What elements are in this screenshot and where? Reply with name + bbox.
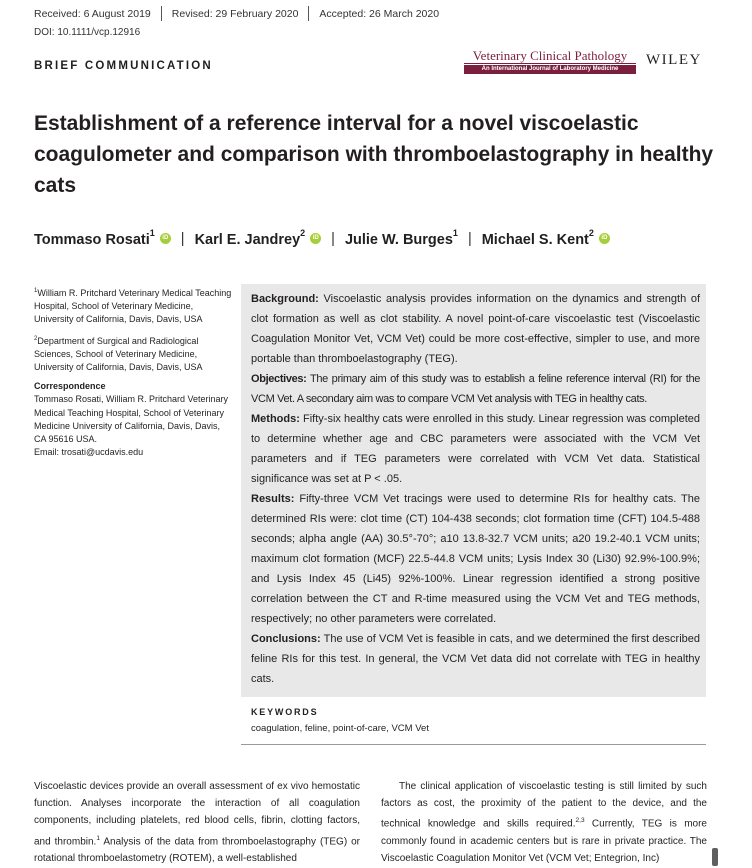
journal-subtitle: An International Journal of Laboratory Medicine: [464, 65, 636, 74]
revised-date: Revised: 29 February 2020: [171, 7, 299, 20]
orcid-icon[interactable]: iD: [310, 233, 321, 244]
body-paragraph: The clinical application of viscoelastic testing is still limited by such factors as cost, the proximity of the patient to the device, and the technical knowledge and skills required.$^{2,3}$ Currently, TEG is more commonly found in academic centers but is rare in private practice. The Viscoelastic Coagulation Monitor Vet (VCM Vet; Entegrion, Inc): [381, 781, 707, 865]
correspondence-text: Tommaso Rosati, William R. Pritchard Veterinary Medical Teaching Hospital, School of Veterinary Medicine University of California, Davis, Davis, CA 95616 USA.: [34, 394, 229, 445]
author-name: Tommaso Rosati$^1$: [34, 228, 155, 248]
abstract-box: [241, 284, 706, 697]
affiliation: $^1$William R. Pritchard Veterinary Medical Teaching Hospital, School of Veterinary Medicine, University of California, Davis, Davis, USA: [34, 288, 232, 325]
correspondence-email[interactable]: Email: trosati@ucdavis.edu: [34, 447, 144, 458]
keywords-block: [251, 705, 701, 736]
author-name: Karl E. Jandrey$^2$: [194, 228, 306, 248]
author-name: Julie W. Burges$^1$: [344, 228, 458, 248]
journal-logo: [464, 49, 636, 74]
accepted-date: Accepted: 26 March 2020: [319, 7, 440, 20]
orcid-icon[interactable]: iD: [599, 233, 610, 244]
author-divider: |: [180, 230, 185, 247]
keywords-heading: KEYWORDS: [251, 707, 319, 717]
orcid-icon[interactable]: iD: [160, 233, 171, 244]
journal-name: Veterinary Clinical Pathology: [464, 49, 636, 64]
abstract-background: Background: Viscoelastic analysis provides information on the dynamics and strength of clot formation as well as clot stability. A novel point-of-care viscoelastic test (Viscoelastic Coagulation Monitor Vet, VCM Vet) could be more cost-effective, simpler to use, and more portable than thromboelastography (TEG).: [251, 293, 700, 365]
keywords-text: coagulation, feline, point-of-care, VCM Vet: [251, 723, 429, 734]
publisher-logo: WILEY: [646, 52, 702, 68]
section-label: BRIEF COMMUNICATION: [34, 60, 213, 72]
affiliations-panel: [34, 285, 234, 465]
abstract-methods: Methods: Fifty-six healthy cats were enrolled in this study. Linear regression was completed to determine whether age and CBC parameters were associated with the VCM Vet parameters and if TEG parameters were correlated with VCM Vet data. Statistical significance was set at P < .05.: [251, 413, 701, 485]
date-divider: [161, 6, 162, 21]
keywords-divider: [241, 744, 706, 745]
article-dates: [34, 6, 439, 21]
scrollbar-thumb[interactable]: [712, 848, 718, 866]
body-column-right: [381, 778, 707, 867]
author-name: Michael S. Kent$^2$: [481, 228, 594, 248]
received-date: Received: 6 August 2019: [34, 7, 151, 20]
correspondence-heading: Correspondence: [34, 381, 106, 392]
author-divider: |: [331, 230, 335, 247]
doi-link[interactable]: DOI: 10.1111/vcp.12916: [34, 27, 141, 38]
date-divider: [308, 6, 309, 21]
author-divider: |: [467, 230, 472, 247]
body-paragraph: Viscoelastic devices provide an overall assessment of ex vivo hemostatic function. Analyses incorporate the interaction of all coagulation components, including platelets, red blood cells, fibrin, clotting factors, and thrombin.$^1$ Analysis of the data from thromboelastography (TEG) or rotational thromboelastometry (ROTEM), a well-established: [34, 781, 360, 865]
abstract-objectives: Objectives: The primary aim of this study was to establish a feline reference interval (RI) for the VCM Vet. A secondary aim was to compare VCM Vet analysis with TEG in healthy cats.: [251, 373, 700, 405]
affiliation: $^2$Department of Surgical and Radiological Sciences, School of Veterinary Medicine, University of California, Davis, Davis, USA: [34, 335, 203, 373]
article-title: Establishment of a reference interval for a novel viscoelastic coagulometer and comparison with thromboelastography in healthy cats: [34, 112, 714, 197]
abstract-results: Results: Fifty-three VCM Vet tracings were used to determine RIs for healthy cats. The determined RIs were: clot time (CT) 104-438 seconds; clot formation time (CFT) 104.5-488 seconds; alpha angle (AA) 30.5°-70°; a10 13.8-32.7 VCM units; a20 19.2-40.1 VCM units; maximum clot formation (MCF) 22.5-44.8 VCM units; Lysis Index 30 (Li30) 92.9%-100.9%; and Lysis Index 45 (Li45) 92%-100%. Linear regression identified a strong positive correlation between the CT and R-time measured using the VCM Vet and TEG methods, respectively; no other parameters were correlated.: [251, 493, 700, 625]
body-column-left: [34, 778, 360, 867]
author-list: [34, 230, 610, 248]
abstract-conclusions: Conclusions: The use of VCM Vet is feasible in cats, and we determined the first described feline RIs for this test. In general, the VCM Vet data did not correlate with TEG in healthy cats.: [251, 633, 700, 685]
